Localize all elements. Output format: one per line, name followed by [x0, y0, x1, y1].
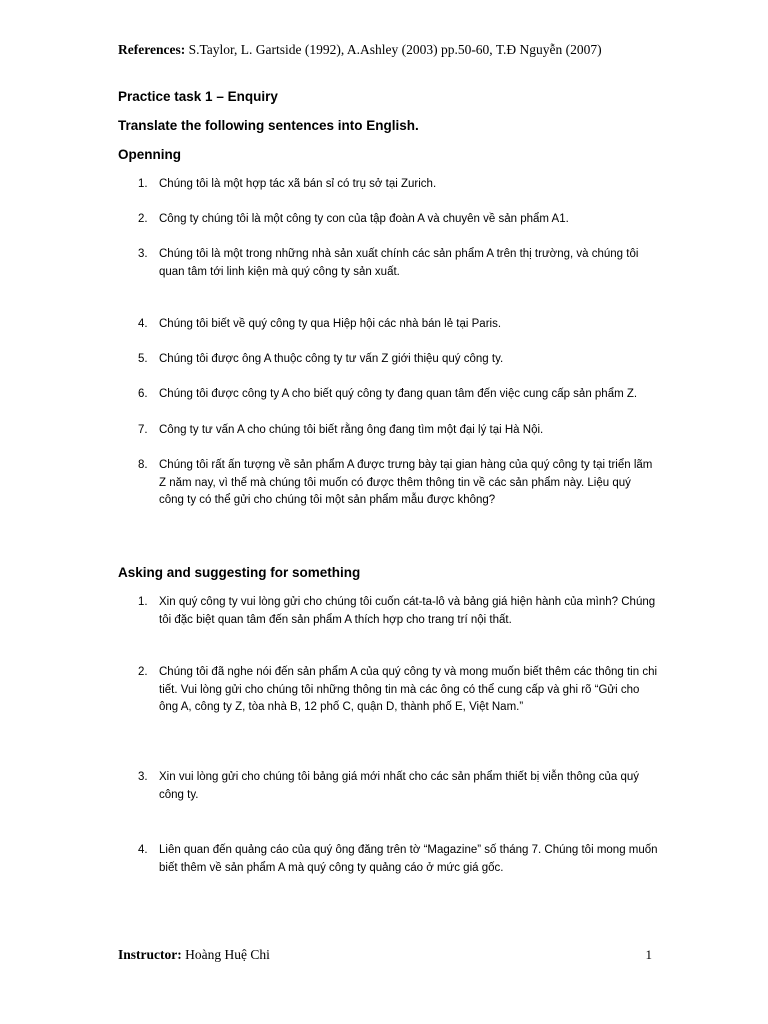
list-item	[138, 664, 658, 717]
list-item-number: 4.	[138, 318, 148, 330]
instruction-text: Translate the following sentences into English.	[118, 118, 419, 133]
references-label: References:	[118, 42, 186, 57]
list-item	[138, 842, 658, 877]
list-item-text: Xin quý công ty vui lòng gửi cho chúng tôi cuốn cát-ta-lô và bảng giá hiện hành của mình? Chúng tôi đặc biệt quan tâm đến sản phẩm A thích hợp cho trang trí nội thất.	[159, 596, 656, 626]
page-number: 1	[645, 947, 652, 962]
list-item-text: Liên quan đến quảng cáo của quý ông đăng trên tờ “Magazine” số tháng 7. Chúng tôi mong muốn biết thêm về sản phẩm A mà quý công ty quảng cáo ở mức giá gốc.	[159, 844, 658, 874]
list-item-number: 1.	[138, 596, 148, 608]
instructor-line	[118, 947, 270, 963]
list-item-number: 1.	[138, 178, 148, 190]
list-item-number: 5.	[138, 353, 148, 365]
list-item	[138, 386, 658, 404]
instructor-label: Instructor:	[118, 947, 182, 962]
section-heading-opening: Openning	[118, 147, 181, 162]
list-item-text: Chúng tôi rất ấn tượng về sản phẩm A được trưng bày tại gian hàng của quý công ty tại triển lãm Z năm nay, vì thế mà chúng tôi muốn có được thêm thông tin về các sản phẩm này. Liệu quý công ty có thể gửi cho chúng tôi một sản phẩm mẫu được không?	[159, 459, 653, 506]
list-item-number: 6.	[138, 388, 148, 400]
instructor-name: Hoàng Huệ Chi	[181, 947, 270, 962]
list-item-number: 3.	[138, 771, 148, 783]
list-item	[138, 422, 658, 440]
list-item-number: 3.	[138, 248, 148, 260]
list-item	[138, 176, 658, 194]
list-item-number: 4.	[138, 844, 148, 856]
list-item-number: 2.	[138, 666, 148, 678]
list-item-text: Xin vui lòng gửi cho chúng tôi bảng giá mới nhất cho các sản phẩm thiết bị viễn thông của quý công ty.	[159, 771, 640, 801]
list-item	[138, 594, 658, 629]
list-item-number: 2.	[138, 213, 148, 225]
list-item	[138, 351, 658, 369]
list-item	[138, 769, 658, 804]
list-item-text: Công ty tư vấn A cho chúng tôi biết rằng ông đang tìm một đại lý tại Hà Nội.	[159, 424, 544, 436]
list-item	[138, 457, 658, 510]
task-title: Practice task 1 – Enquiry	[118, 89, 278, 104]
list-item	[138, 211, 658, 229]
list-item	[138, 246, 658, 281]
list-item-text: Chúng tôi đã nghe nói đến sản phẩm A của quý công ty và mong muốn biết thêm các thông tin chi tiết. Vui lòng gửi cho chúng tôi những thông tin mà các ông có thể cung cấp và ghi rõ “Gửi cho ông A, công ty Z, tòa nhà B, 12 phố C, quận D, thành phố E, Việt Nam.”	[159, 666, 658, 713]
list-item	[138, 316, 658, 334]
list-item-number: 8.	[138, 459, 148, 471]
references-line	[118, 42, 602, 58]
list-item-number: 7.	[138, 424, 148, 436]
list-item-text: Chúng tôi biết về quý công ty qua Hiệp hội các nhà bán lẻ tại Paris.	[159, 318, 502, 330]
list-item-text: Công ty chúng tôi là một công ty con của tập đoàn A và chuyên về sản phẩm A1.	[159, 213, 569, 225]
list-item-text: Chúng tôi được công ty A cho biết quý công ty đang quan tâm đến việc cung cấp sản phẩm Z.	[159, 388, 638, 400]
references-text: S.Taylor, L. Gartside (1992), A.Ashley (2003) pp.50-60, T.Đ Nguyễn (2007)	[185, 42, 602, 57]
list-item-text: Chúng tôi là một trong những nhà sản xuất chính các sản phẩm A trên thị trường, và chúng tôi quan tâm tới linh kiện mà quý công ty sản xuất.	[159, 248, 639, 278]
list-item-text: Chúng tôi là một hợp tác xã bán sỉ có trụ sở tại Zurich.	[159, 178, 437, 190]
section-heading-asking: Asking and suggesting for something	[118, 565, 361, 580]
list-item-text: Chúng tôi được ông A thuộc công ty tư vấn Z giới thiệu quý công ty.	[159, 353, 504, 365]
